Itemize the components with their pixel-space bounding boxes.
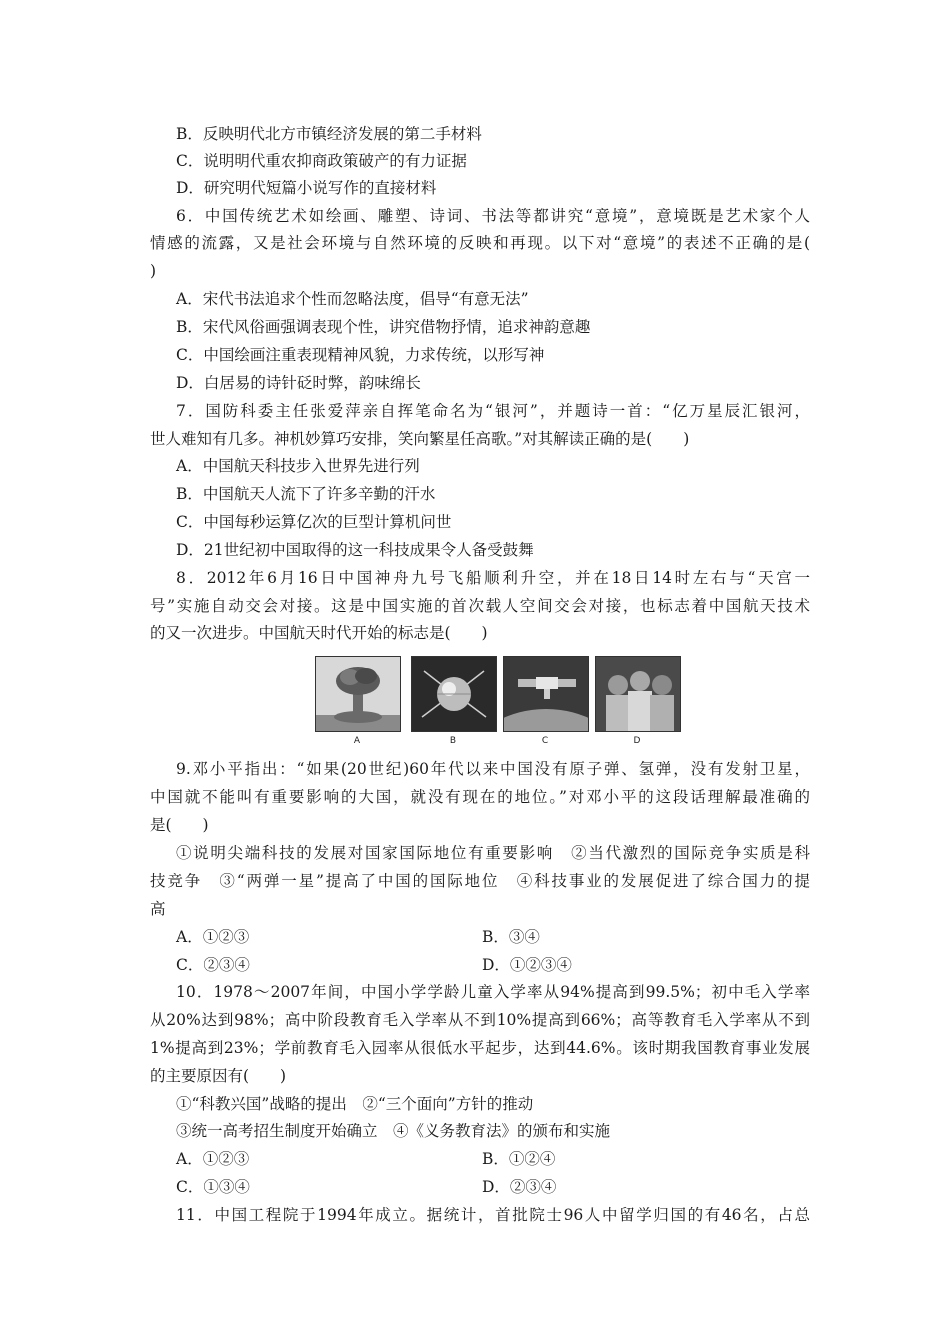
text-line: 情感的流露，又是社会环境与自然环境的反映和再现。以下对“意境”的表述不正确的是( [150,234,810,252]
astronauts-image [595,656,681,732]
figure-label-b: B [449,736,457,746]
text-line: D．①②③④ [482,956,572,974]
text-line: 11．中国工程院于1994年成立。据统计，首批院士96人中留学归国的有46名，占总 [176,1206,810,1224]
text-line: D．21世纪初中国取得的这一科技成果令人备受鼓舞 [176,541,534,559]
text-line: B．宋代风俗画强调表现个性，讲究借物抒情，追求神韵意趣 [176,318,591,336]
mushroom-cloud-image [315,656,401,732]
text-line: 10．1978～2007年间，中国小学学龄儿童入学率从94%提高到99.5%；初中毛入学率 [176,983,810,1001]
text-line: A．①②③ [176,1150,250,1168]
text-line: D．②③④ [482,1178,557,1196]
text-line: B．③④ [482,928,540,946]
text-line: 9.邓小平指出：“如果(20世纪)60年代以来中国没有原子弹、氢弹，没有发射卫星， [176,760,810,778]
text-line: B．中国航天人流下了许多辛勤的汗水 [176,485,436,503]
text-line: B．①②④ [482,1150,556,1168]
text-line: A．中国航天科技步入世界先进行列 [176,457,420,475]
text-line: A．宋代书法追求个性而忽略法度，倡导“有意无法” [176,290,529,308]
text-line: C．说明明代重农抑商政策破产的有力证据 [176,152,467,170]
figure-label-a: A [353,736,361,746]
text-line: ①“科教兴国”战略的提出 ②“三个面向”方针的推动 [176,1095,534,1113]
text-line: 的主要原因有( ) [150,1067,287,1085]
text-line: 从20%达到98%；高中阶段教育毛入学率从不到10%提高到66%；高等教育毛入学率从不到 [150,1011,810,1029]
question-8-figure [313,656,685,752]
text-line: C．中国绘画注重表现精神风貌，力求传统，以形写神 [176,346,545,364]
satellite-image [411,656,497,732]
text-line: ) [150,262,157,280]
text-line: C．②③④ [176,956,250,974]
text-line: 号”实施自动交会对接。这是中国实施的首次载人空间交会对接，也标志着中国航天技术 [150,597,810,615]
text-line: 的又一次进步。中国航天时代开始的标志是( ) [150,624,488,642]
text-line: A．①②③ [176,928,250,946]
text-line: 8．2012年6月16日中国神舟九号飞船顺利升空，并在18日14时左右与“天宫一 [176,569,810,587]
text-line: 世人难知有几多。神机妙算巧安排，笑向繁星任高歌。”对其解读正确的是( ) [150,430,690,448]
text-line: C．中国每秒运算亿次的巨型计算机问世 [176,513,452,531]
text-line: 6．中国传统艺术如绘画、雕塑、诗词、书法等都讲究“意境”，意境既是艺术家个人 [176,207,810,225]
spacecraft-docking-image [503,656,589,732]
text-line: C．①③④ [176,1178,250,1196]
text-line: D．研究明代短篇小说写作的直接材料 [176,179,437,197]
figure-label-c: C [541,736,549,746]
text-line: 7．国防科委主任张爱萍亲自挥笔命名为“银河”，并题诗一首：“亿万星辰汇银河， [176,402,810,420]
text-line: ①说明尖端科技的发展对国家国际地位有重要影响 ②当代激烈的国际竞争实质是科 [176,844,810,862]
text-line: 中国就不能叫有重要影响的大国，就没有现在的地位。”对邓小平的这段话理解最准确的 [150,788,810,806]
text-line: 是( ) [150,816,209,834]
text-line: 高 [150,900,166,918]
text-line: 1%提高到23%；学前教育毛入园率从很低水平起步，达到44.6%。该时期我国教育事业发展 [150,1039,810,1057]
text-line: 技竞争 ③“两弹一星”提高了中国的国际地位 ④科技事业的发展促进了综合国力的提 [150,872,810,890]
figure-label-d: D [633,736,641,746]
text-line: B．反映明代北方市镇经济发展的第二手材料 [176,125,482,143]
text-line: ③统一高考招生制度开始确立 ④《义务教育法》的颁布和实施 [176,1122,611,1140]
text-line: D．白居易的诗针砭时弊，韵味绵长 [176,374,421,392]
